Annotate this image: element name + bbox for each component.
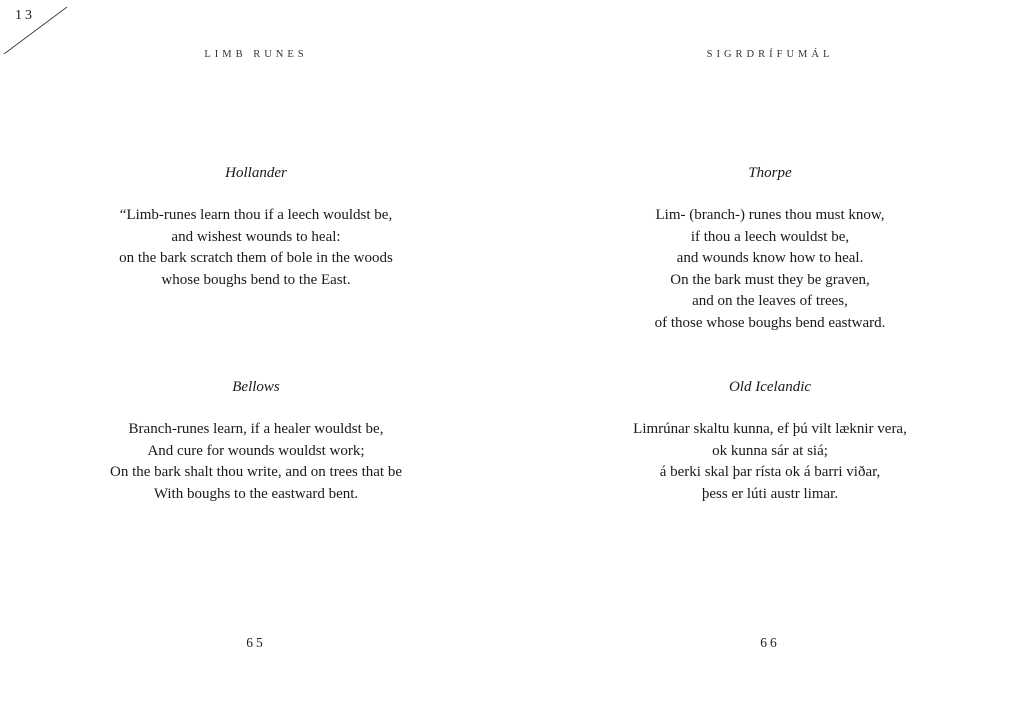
corner-section-number: 13 <box>15 8 35 23</box>
verse-line: whose boughs bend to the East. <box>161 271 351 288</box>
section-title: Hollander <box>225 165 287 181</box>
verse-line: of those whose boughs bend eastward. <box>654 314 886 331</box>
verse-line: þess er lúti austr limar. <box>701 485 839 502</box>
verse-line: On the bark shalt thou write, and on trees that be <box>109 464 402 481</box>
right-page <box>570 0 970 718</box>
section-title: Bellows <box>232 379 280 395</box>
translation-section-hollander <box>56 163 456 291</box>
translation-section-bellows <box>56 377 456 505</box>
section-title: Thorpe <box>748 165 792 181</box>
verse-line: And cure for wounds wouldst work; <box>147 442 365 459</box>
verse-line: Lim- (branch-) runes thou must know, <box>655 207 885 223</box>
verse-line: Limrúnar skaltu kunna, ef þú vilt læknir vera, <box>633 421 907 437</box>
verse-line: on the bark scratch them of bole in the woods <box>119 250 393 267</box>
verse-line: “Limb-runes learn thou if a leech wouldst be, <box>119 207 393 223</box>
verse-line: and wishest wounds to heal: <box>171 228 341 245</box>
left-running-head: LIMB RUNES <box>204 49 308 60</box>
verse-line: if thou a leech wouldst be, <box>690 228 850 245</box>
translation-section-old-icelandic <box>570 377 970 505</box>
right-page-number: 66 <box>760 635 780 650</box>
right-running-head: SIGRDRÍFUMÁL <box>706 49 834 60</box>
verse-line: On the bark must they be graven, <box>670 271 870 288</box>
translation-section-thorpe <box>570 163 970 335</box>
verse-line: ok kunna sár at siá; <box>712 442 828 459</box>
verse-line: With boughs to the eastward bent. <box>153 485 359 502</box>
verse-line: and on the leaves of trees, <box>692 293 848 310</box>
left-page <box>56 0 456 718</box>
section-title: Old Icelandic <box>728 379 812 395</box>
verse-line: á berki skal þar rísta ok á barri viðar, <box>659 464 881 481</box>
verse-line: Branch-runes learn, if a healer wouldst be, <box>128 421 384 437</box>
left-page-number: 65 <box>246 635 266 650</box>
verse-line: and wounds know how to heal. <box>676 250 864 267</box>
